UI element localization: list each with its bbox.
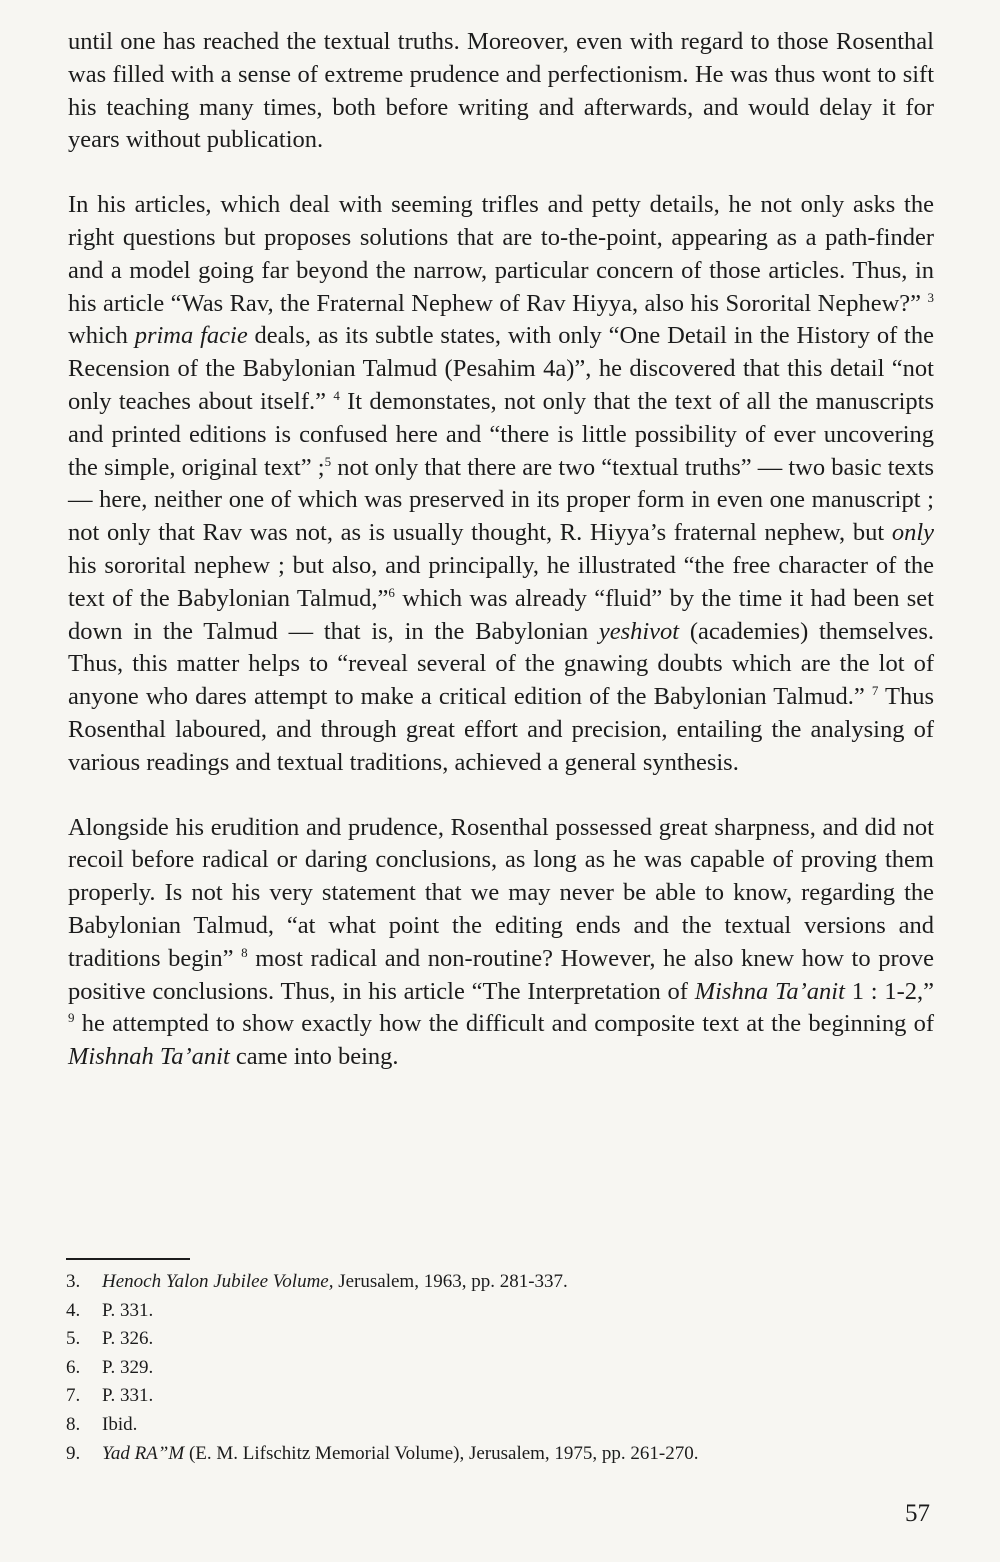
footnote-text	[102, 1357, 153, 1378]
italic-text: Henoch Yalon Jubilee Volume,	[102, 1271, 334, 1292]
text-run: not only that there are two “textual truths” — two basic texts — here, neither one of which was preserved in its proper form in even one manuscript ; not only that Rav was not, as is usually thought, R. Hiyya’s fraternal nephew, but	[68, 453, 935, 547]
footnote-reference: 5	[324, 453, 332, 469]
footnote-number: 9.	[66, 1442, 81, 1464]
footnote	[66, 1382, 946, 1411]
text-run: deals, as its subtle states, with only “One Detail in the History of the Recension of the Babylonian Talmud (Pesahim 4a)”, he discovered that this detail “not only teaches about itself.”	[68, 322, 934, 415]
text-run: P. 331.	[102, 1385, 154, 1407]
text-run: P. 329.	[102, 1356, 154, 1378]
italic-text: Yad RA”M	[102, 1442, 185, 1464]
page-number: 57	[905, 1500, 930, 1527]
text-run: P. 326.	[102, 1328, 154, 1350]
footnote	[66, 1325, 946, 1354]
footnote-reference: 3	[927, 289, 934, 305]
text-run: Jerusalem, 1963, pp. 281-337.	[333, 1271, 568, 1292]
footnote-number: 3.	[66, 1271, 81, 1292]
text-run: his sororital nephew ; but also, and principally, he illustrated “the free character of the text of the Babylonian Talmud,”	[68, 551, 934, 612]
footnote-text	[102, 1414, 137, 1435]
text-run: most radical and non-routine? However, he also knew how to prove positive conclusions. Thus, in his article “The Interpretation of	[68, 944, 934, 1005]
paragraph-3	[68, 812, 934, 1074]
text-run: It demonstates, not only that the text of all the manuscripts and printed editions is confused here and “there is little possibility of ever uncovering the simple, original text” ;	[68, 387, 934, 481]
text-run: which	[68, 322, 135, 350]
footnote-text	[102, 1300, 153, 1321]
footnote-text	[102, 1328, 153, 1349]
footnote-reference: 6	[388, 584, 395, 600]
text-run: he attempted to show exactly how the difficult and composite text at the beginning of	[74, 1010, 934, 1038]
footnote-number: 8.	[66, 1413, 81, 1435]
italic-text: Mishnah Ta’anit	[68, 1043, 230, 1071]
text-run: Alongside his erudition and prudence, Rosenthal possessed great sharpness, and did not recoil before radical or daring conclusions, as long as he was capable of proving them properly. Is not his very statement that we may never be able to know, regarding the Babylonian Talmud, “at what point the editing ends and the textual versions and traditions begin”	[68, 813, 934, 972]
footnote-reference: 7	[871, 683, 879, 699]
footnote-number: 6.	[66, 1356, 81, 1378]
footnote-separator	[66, 1258, 190, 1260]
text-run: which was already “fluid” by the time it had been set down in the Talmud — that is, in the Babylonian	[68, 584, 934, 645]
text-run: came into being.	[229, 1043, 399, 1071]
text-run: 1 : 1-2,”	[844, 977, 935, 1005]
footnote-reference: 9	[68, 1010, 75, 1026]
footnote	[66, 1354, 946, 1383]
footnotes	[66, 1268, 946, 1468]
footnote-number: 7.	[66, 1385, 81, 1407]
paragraph-1	[68, 26, 934, 157]
text-run: until one has reached the textual truths. Moreover, even with regard to those Rosenthal was filled with a sense of extreme prudence and perfectionism. He was thus wont to sift his teaching many times, both before writing and afterwards, and would delay it for years without publication.	[68, 28, 934, 154]
italic-text: prima facie	[134, 322, 248, 350]
footnote-number: 5.	[66, 1328, 81, 1350]
italic-text: yeshivot	[598, 617, 680, 645]
footnote-reference: 4	[333, 387, 340, 403]
footnote-text	[102, 1443, 699, 1464]
text-run: P. 331.	[102, 1299, 154, 1321]
italic-text: Mishna Ta’anit	[694, 977, 845, 1005]
footnote	[66, 1297, 946, 1326]
text-run: Thus Rosenthal laboured, and through great effort and precision, entailing the analysing of various readings and textual traditions, achieved a general synthesis.	[68, 683, 934, 776]
text-run: (academies) themselves. Thus, this matter helps to “reveal several of the gnawing doubts which are the lot of anyone who dares attempt to make a critical edition of the Babylonian Talmud.”	[68, 617, 934, 711]
footnote-reference: 8	[241, 944, 248, 960]
text-run: Ibid.	[102, 1413, 138, 1435]
footnote	[66, 1411, 946, 1440]
text-run: (E. M. Lifschitz Memorial Volume), Jerusalem, 1975, pp. 261-270.	[184, 1442, 699, 1464]
footnote	[66, 1268, 946, 1297]
text-run: In his articles, which deal with seeming trifles and petty details, he not only asks the right questions but proposes solutions that are to-the-point, appearing as a path-finder and a model going far beyond the narrow, particular concern of those articles. Thus, in his article “Was Rav, the Fraternal Nephew of Rav Hiyya, also his Sororital Nephew?”	[68, 191, 934, 317]
body-text	[68, 26, 934, 1074]
footnote-text	[102, 1271, 568, 1292]
footnote	[66, 1440, 946, 1469]
italic-text: only	[891, 519, 934, 547]
footnote-text	[102, 1385, 153, 1406]
footnote-number: 4.	[66, 1299, 81, 1321]
paragraph-2	[68, 189, 934, 779]
